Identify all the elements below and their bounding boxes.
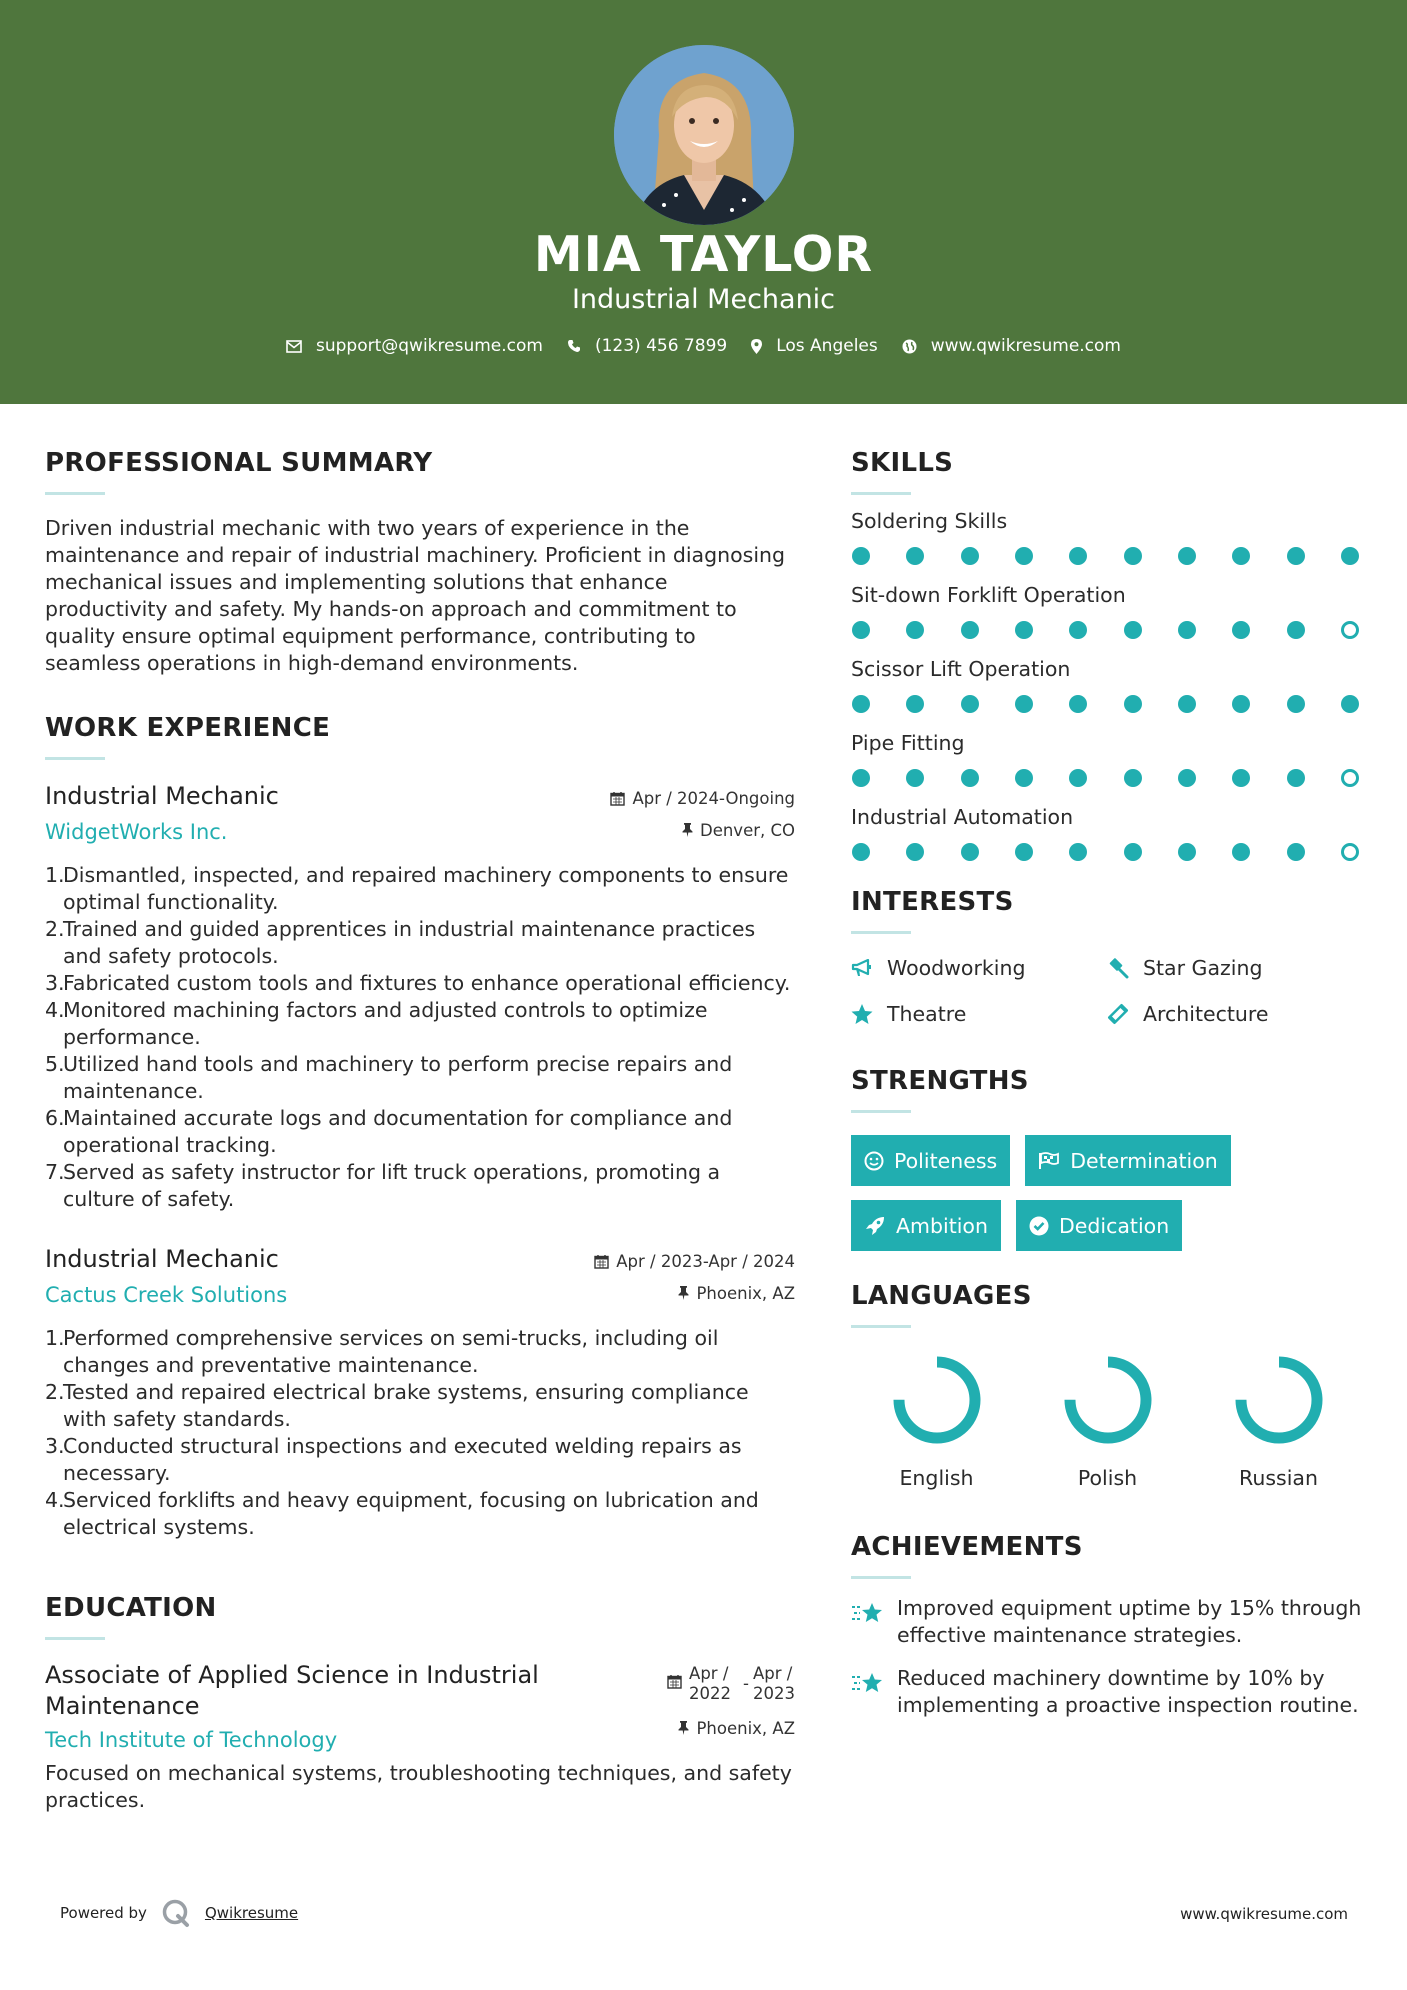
rocket-icon <box>864 1215 886 1237</box>
job-dates: Apr / 2023-Apr / 2024 <box>616 1251 795 1271</box>
list-item: Trained and guided apprentices in industrial maintenance practices and safety protocols. <box>63 917 756 968</box>
candidate-name: MIA TAYLOR <box>533 226 874 283</box>
job-meta <box>594 1251 795 1303</box>
rating-dot-filled <box>1341 695 1359 713</box>
rating-dot-filled <box>961 843 979 861</box>
list-item: Serviced forklifts and heavy equipment, focusing on lubrication and electrical systems. <box>63 1488 759 1539</box>
rating-dot-filled <box>1069 769 1087 787</box>
rating-dot-filled <box>1069 547 1087 565</box>
rating-dot-filled <box>852 695 870 713</box>
calendar-icon <box>667 1674 682 1689</box>
rating-dot-filled <box>1178 547 1196 565</box>
job-bullets <box>45 862 795 1213</box>
contact-location-text: Los Angeles <box>776 336 878 356</box>
job-bullets <box>45 1325 795 1541</box>
list-item: Performed comprehensive services on semi-trucks, including oil changes and preventative maintenance. <box>63 1326 719 1377</box>
rating-dot-empty <box>1341 621 1359 639</box>
strength-label: Dedication <box>1058 1213 1170 1238</box>
language-name: Polish <box>1077 1466 1138 1490</box>
education-end: Apr / 2023 <box>753 1664 795 1703</box>
section-divider <box>45 1637 105 1640</box>
education-heading: EDUCATION <box>45 1593 217 1623</box>
achievement-item <box>851 1665 1371 1719</box>
language-name: Russian <box>1239 1466 1318 1490</box>
skill-item <box>851 731 1371 787</box>
strengths-section <box>851 1066 1371 1265</box>
rating-dot-filled <box>1287 621 1305 639</box>
rating-dot-filled <box>852 769 870 787</box>
rating-dot-filled <box>1232 769 1250 787</box>
strength-label: Determination <box>1070 1148 1218 1173</box>
list-item: Maintained accurate logs and documentation for compliance and operational tracking. <box>63 1106 733 1157</box>
contact-phone[interactable] <box>567 336 727 356</box>
shooting-star-icon <box>851 1601 885 1627</box>
skill-name: Scissor Lift Operation <box>851 657 1071 681</box>
calendar-icon <box>594 1254 609 1269</box>
skill-rating <box>851 547 1359 565</box>
interest-item <box>851 1000 1107 1028</box>
summary-text: Driven industrial mechanic with two years of experience in the maintenance and repair of industrial machinery. Proficient in diagnosing mechanical issues and implementing solutions that enhance productivity and safety. My hands-on approach and commitment to quality ensure optimal equipment performance, contributing to seamless operations in high-demand environments. <box>45 516 786 675</box>
section-divider <box>851 492 911 495</box>
gavel-icon <box>1107 957 1129 979</box>
strength-label: Politeness <box>894 1148 998 1173</box>
rating-dot-filled <box>961 695 979 713</box>
rating-dot-filled <box>1124 843 1142 861</box>
rating-dot-filled <box>961 547 979 565</box>
rating-dot-filled <box>1287 547 1305 565</box>
skill-name: Sit-down Forklift Operation <box>851 583 1126 607</box>
rating-dot-filled <box>1015 695 1033 713</box>
section-divider <box>851 1325 911 1328</box>
rating-dot-filled <box>906 695 924 713</box>
languages-section <box>851 1281 1371 1490</box>
rating-dot-filled <box>1124 769 1142 787</box>
job-entry <box>45 782 795 1213</box>
rating-dot-filled <box>961 621 979 639</box>
profile-photo <box>614 45 794 225</box>
rating-dot-filled <box>1287 769 1305 787</box>
rating-dot-empty <box>1341 843 1359 861</box>
rating-dot-filled <box>1341 547 1359 565</box>
job-entry <box>45 1245 795 1541</box>
list-item: Conducted structural inspections and executed welding repairs as necessary. <box>63 1434 742 1485</box>
interest-item <box>1107 954 1363 982</box>
achievements-heading: ACHIEVEMENTS <box>851 1532 1083 1562</box>
rating-dot-filled <box>852 621 870 639</box>
experience-heading: WORK EXPERIENCE <box>45 713 331 743</box>
education-section <box>45 1593 795 1814</box>
qwikresume-logo-icon <box>161 1898 191 1928</box>
qwikresume-link[interactable]: Qwikresume <box>204 1904 299 1922</box>
strengths-list <box>851 1135 1371 1265</box>
list-item: Fabricated custom tools and fixtures to enhance operational efficiency. <box>63 971 791 995</box>
language-level-ring <box>1231 1352 1327 1448</box>
rating-dot-filled <box>1232 843 1250 861</box>
contact-website[interactable] <box>902 336 1121 356</box>
rating-dot-filled <box>1232 621 1250 639</box>
experience-section <box>45 713 795 1541</box>
job-company: WidgetWorks Inc. <box>45 820 228 844</box>
rating-dot-filled <box>1124 695 1142 713</box>
section-divider <box>851 1110 911 1113</box>
interest-label: Star Gazing <box>1143 956 1263 980</box>
skill-item <box>851 805 1371 861</box>
contact-email-text: support@qwikresume.com <box>316 336 543 356</box>
skill-name: Pipe Fitting <box>851 731 965 755</box>
education-location: Phoenix, AZ <box>696 1718 795 1738</box>
language-item <box>851 1352 1022 1490</box>
strength-badge <box>851 1135 1010 1186</box>
skill-item <box>851 509 1371 565</box>
right-column <box>851 448 1371 1719</box>
rating-dot-filled <box>1069 621 1087 639</box>
rating-dot-filled <box>1015 769 1033 787</box>
envelope-icon <box>286 340 302 353</box>
interest-item <box>851 954 1107 982</box>
rating-dot-filled <box>906 547 924 565</box>
ticket-icon <box>1107 1003 1129 1025</box>
skills-section <box>851 448 1371 861</box>
pushpin-icon <box>678 1286 689 1300</box>
rating-dot-filled <box>1178 621 1196 639</box>
skill-name: Industrial Automation <box>851 805 1074 829</box>
interest-label: Woodworking <box>887 956 1026 980</box>
pushpin-icon <box>678 1721 689 1735</box>
skill-name: Soldering Skills <box>851 509 1008 533</box>
date-separator: - <box>743 1674 749 1693</box>
strength-label: Ambition <box>896 1213 988 1238</box>
rating-dot-filled <box>1015 547 1033 565</box>
skills-list <box>851 509 1371 861</box>
interests-heading: INTERESTS <box>851 887 1014 917</box>
flag-icon <box>1038 1152 1060 1170</box>
achievement-text: Reduced machinery downtime by 10% by implementing a proactive inspection routine. <box>897 1666 1359 1717</box>
section-divider <box>45 757 105 760</box>
star-icon <box>851 1004 873 1025</box>
languages-list <box>851 1352 1371 1490</box>
candidate-title: Industrial Mechanic <box>571 284 836 315</box>
section-divider <box>851 931 911 934</box>
skill-item <box>851 583 1371 639</box>
job-title: Industrial Mechanic <box>45 1245 279 1273</box>
skill-item <box>851 657 1371 713</box>
list-item: Dismantled, inspected, and repaired machinery components to ensure optimal functionality. <box>63 863 789 914</box>
rating-dot-filled <box>906 621 924 639</box>
skills-heading: SKILLS <box>851 448 954 478</box>
education-entry <box>45 1660 795 1814</box>
degree-title: Associate of Applied Science in Industrial Maintenance <box>45 1661 539 1720</box>
language-item <box>1193 1352 1364 1490</box>
skill-rating <box>851 843 1359 861</box>
rating-dot-filled <box>1124 621 1142 639</box>
resume-header <box>0 0 1407 404</box>
rating-dot-filled <box>1015 621 1033 639</box>
education-description: Focused on mechanical systems, troubleshooting techniques, and safety practices. <box>45 1761 792 1812</box>
rating-dot-filled <box>1124 547 1142 565</box>
job-location: Denver, CO <box>699 820 795 840</box>
bullhorn-icon <box>851 959 873 977</box>
pushpin-icon <box>682 823 693 837</box>
calendar-icon <box>610 791 625 806</box>
contact-location <box>751 336 878 356</box>
summary-heading: PROFESSIONAL SUMMARY <box>45 448 433 478</box>
contact-bar <box>0 336 1407 356</box>
interest-label: Theatre <box>887 1002 967 1026</box>
achievements-section <box>851 1532 1371 1719</box>
check-circle-icon <box>1029 1216 1049 1236</box>
list-item: Tested and repaired electrical brake systems, ensuring compliance with safety standards. <box>63 1380 749 1431</box>
contact-website-text: www.qwikresume.com <box>930 336 1121 356</box>
rating-dot-filled <box>1069 695 1087 713</box>
section-divider <box>45 492 105 495</box>
footer-powered-by <box>60 1898 298 1928</box>
language-level-ring <box>889 1352 985 1448</box>
phone-icon <box>567 339 581 353</box>
interests-list <box>851 954 1371 1028</box>
job-title: Industrial Mechanic <box>45 782 279 810</box>
rating-dot-filled <box>1069 843 1087 861</box>
school-name: Tech Institute of Technology <box>45 1728 338 1752</box>
section-divider <box>851 1576 911 1579</box>
languages-heading: LANGUAGES <box>851 1281 1032 1311</box>
contact-email[interactable] <box>286 336 543 356</box>
job-dates: Apr / 2024-Ongoing <box>632 788 795 808</box>
skill-rating <box>851 769 1359 787</box>
interest-item <box>1107 1000 1363 1028</box>
language-level-arc <box>899 1362 975 1438</box>
globe-icon <box>902 339 917 354</box>
job-meta <box>610 788 795 840</box>
shooting-star-icon <box>851 1671 885 1697</box>
skill-rating <box>851 621 1359 639</box>
strength-badge <box>1016 1200 1182 1251</box>
strengths-heading: STRENGTHS <box>851 1066 1029 1096</box>
list-item: Utilized hand tools and machinery to perform precise repairs and maintenance. <box>63 1052 733 1103</box>
rating-dot-filled <box>1287 843 1305 861</box>
language-name: English <box>899 1466 974 1490</box>
contact-phone-text: (123) 456 7899 <box>594 336 728 356</box>
language-item <box>1022 1352 1193 1490</box>
rating-dot-filled <box>1015 843 1033 861</box>
smile-icon <box>864 1151 884 1171</box>
job-company: Cactus Creek Solutions <box>45 1283 288 1307</box>
rating-dot-filled <box>852 843 870 861</box>
rating-dot-filled <box>906 843 924 861</box>
rating-dot-filled <box>1232 547 1250 565</box>
strength-badge <box>851 1200 1001 1251</box>
left-column <box>45 448 795 1814</box>
language-level-arc <box>1070 1362 1146 1438</box>
rating-dot-filled <box>1287 695 1305 713</box>
powered-by-label: Powered by <box>60 1904 147 1922</box>
rating-dot-filled <box>1178 843 1196 861</box>
strength-badge <box>1025 1135 1231 1186</box>
language-level-ring <box>1060 1352 1156 1448</box>
rating-dot-filled <box>852 547 870 565</box>
language-level-arc <box>1241 1362 1317 1438</box>
footer-website[interactable]: www.qwikresume.com <box>1180 1905 1348 1923</box>
rating-dot-filled <box>1178 695 1196 713</box>
achievement-text: Improved equipment uptime by 15% through effective maintenance strategies. <box>897 1596 1362 1647</box>
list-item: Monitored machining factors and adjusted controls to optimize performance. <box>63 998 708 1049</box>
job-location: Phoenix, AZ <box>696 1283 795 1303</box>
summary-section <box>45 448 795 677</box>
interests-section <box>851 887 1371 1028</box>
rating-dot-filled <box>906 769 924 787</box>
interest-label: Architecture <box>1143 1002 1269 1026</box>
skill-rating <box>851 695 1359 713</box>
rating-dot-filled <box>961 769 979 787</box>
rating-dot-empty <box>1341 769 1359 787</box>
map-marker-icon <box>751 339 762 354</box>
list-item: Served as safety instructor for lift truck operations, promoting a culture of safety. <box>63 1160 721 1211</box>
education-start: Apr / 2022 <box>689 1664 732 1703</box>
rating-dot-filled <box>1232 695 1250 713</box>
rating-dot-filled <box>1178 769 1196 787</box>
education-meta <box>667 1664 795 1738</box>
achievement-item <box>851 1595 1371 1649</box>
